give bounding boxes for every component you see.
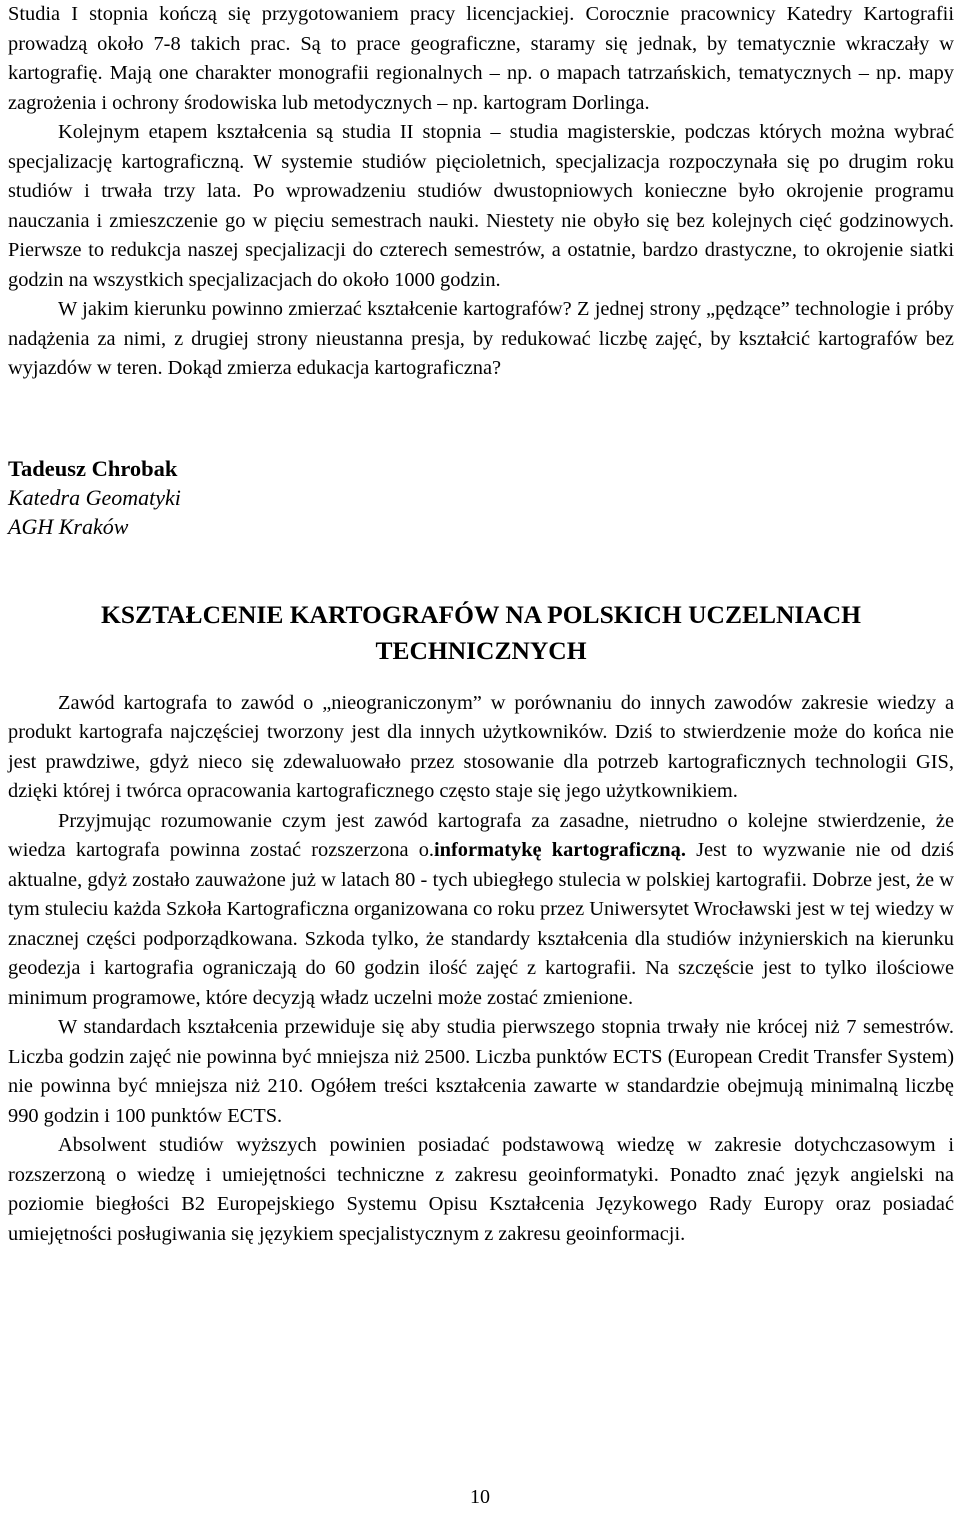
- paragraph: Zawód kartografa to zawód o „nieograniczonym” w porównaniu do innych zawodów zakresie wiedzy a produkt kartografa najczęściej tworzony jest dla innych użytkowników. Dziś to stwierdzenie może do końca nie jest prawdziwe, gdyż nieco się zdewaluowało przez stosowanie dla potrzeb kartograficznych technologii GIS, dzięki której i twórca opracowania kartograficznego często staje się jego użytkownikiem.: [8, 691, 954, 802]
- author-institution: AGH Kraków: [8, 513, 129, 539]
- bold-phrase: informatykę kartograficzną.: [434, 839, 686, 861]
- paragraph-text: Jest to wyzwanie nie od dziś aktualne, gdyż zostało zauważone już w latach 80 - tych ubiegłego stulecia w polskiej kartografii. Dobrze jest, że w tym stuleciu każda Szkoła Kartograficzna organizowana co roku przez Uniwersytet Wrocławski jest w tej wiedzy w znacznej części podporządkowana. Szkoda tylko, że standardy kształcenia dla studiów inżynierskich na kierunku geodezja i kartografia ograniczają do 60 godzin ilość zajęć z kartografii. Na szczęście jest to tylko ilościowe minimum programowe, które decyzją władz uczelni może zostać zmienione.: [8, 839, 954, 1009]
- author-block: [8, 454, 954, 541]
- article-title-line: KSZTAŁCENIE KARTOGRAFÓW NA POLSKICH UCZELNIACH: [101, 599, 861, 629]
- paragraph: Studia I stopnia kończą się przygotowaniem pracy licencjackiej. Corocznie pracownicy Katedry Kartografii prowadzą około 7-8 takich prac. Są to prace geograficzne, staramy się jednak, by tematycznie wkraczały w kartografię. Mają one charakter monografii regionalnych – np. o mapach tatrzańskich, tematycznych – np. mapy zagrożenia i ochrony środowiska lub metodycznych – np. kartogram Dorlinga.: [8, 3, 954, 114]
- author-name: Tadeusz Chrobak: [8, 455, 178, 481]
- previous-article-ending: [8, 0, 954, 384]
- paragraph: Absolwent studiów wyższych powinien posiadać podstawową wiedzę w zakresie dotychczasowym i rozszerzoną o wiedzę i umiejętności techniczne z zakresu geoinformatyki. Ponadto znać język angielski na poziomie biegłości B2 Europejskiego Systemu Opisu Kształcenia Językowego Rady Europy oraz posiadać umiejętności posługiwania się językiem specjalistycznym z zakresu geoinformacji.: [8, 1134, 954, 1245]
- paragraph: Kolejnym etapem kształcenia są studia II stopnia – studia magisterskie, podczas których można wybrać specjalizację kartograficzną. W systemie studiów pięcioletnich, specjalizacja rozpoczynała się po drugim roku studiów i trwała trzy lata. Po wprowadzeniu studiów dwustopniowych konieczne było okrojenie programu nauczania i zmieszczenie go w pięciu semestrach nauki. Niestety nie obyło się bez kolejnych cięć godzinowych. Pierwsze to redukcja naszej specjalizacji do czterech semestrów, a ostatnie, bardzo drastyczne, to okrojenie siatki godzin na wszystkich specjalizacjach do około 1000 godzin.: [8, 121, 954, 291]
- page-number: 10: [470, 1486, 490, 1508]
- document-page: [8, 0, 954, 1249]
- article-title-line: TECHNICZNYCH: [375, 635, 587, 665]
- paragraph-text: Przyjmując rozumowanie czym jest zawód kartografa za zasadne, nietrudno o kolejne stwierdzenie, że wiedza kartografa powinna zostać rozszerzona o.: [8, 809, 954, 861]
- paragraph: [8, 807, 954, 1014]
- paragraph: W standardach kształcenia przewiduje się aby studia pierwszego stopnia trwały nie krócej niż 7 semestrów. Liczba godzin zajęć nie powinna być mniejsza niż 2500. Liczba punktów ECTS (European Credit Transfer System) nie powinna być mniejsza niż 210. Ogółem treści kształcenia zawarte w standardzie obejmują minimalną liczbę 990 godzin i 100 punktów ECTS.: [8, 1016, 954, 1127]
- author-department: Katedra Geomatyki: [8, 484, 181, 510]
- article-title: [8, 597, 954, 669]
- paragraph: W jakim kierunku powinno zmierzać kształcenie kartografów? Z jednej strony „pędzące” technologie i próby nadążenia za nimi, z drugiej strony nieustanna presja, by redukować liczbę zajęć, by kształcić kartografów bez wyjazdów w teren. Dokąd zmierza edukacja kartograficzna?: [8, 298, 954, 379]
- article-body: [8, 689, 954, 1250]
